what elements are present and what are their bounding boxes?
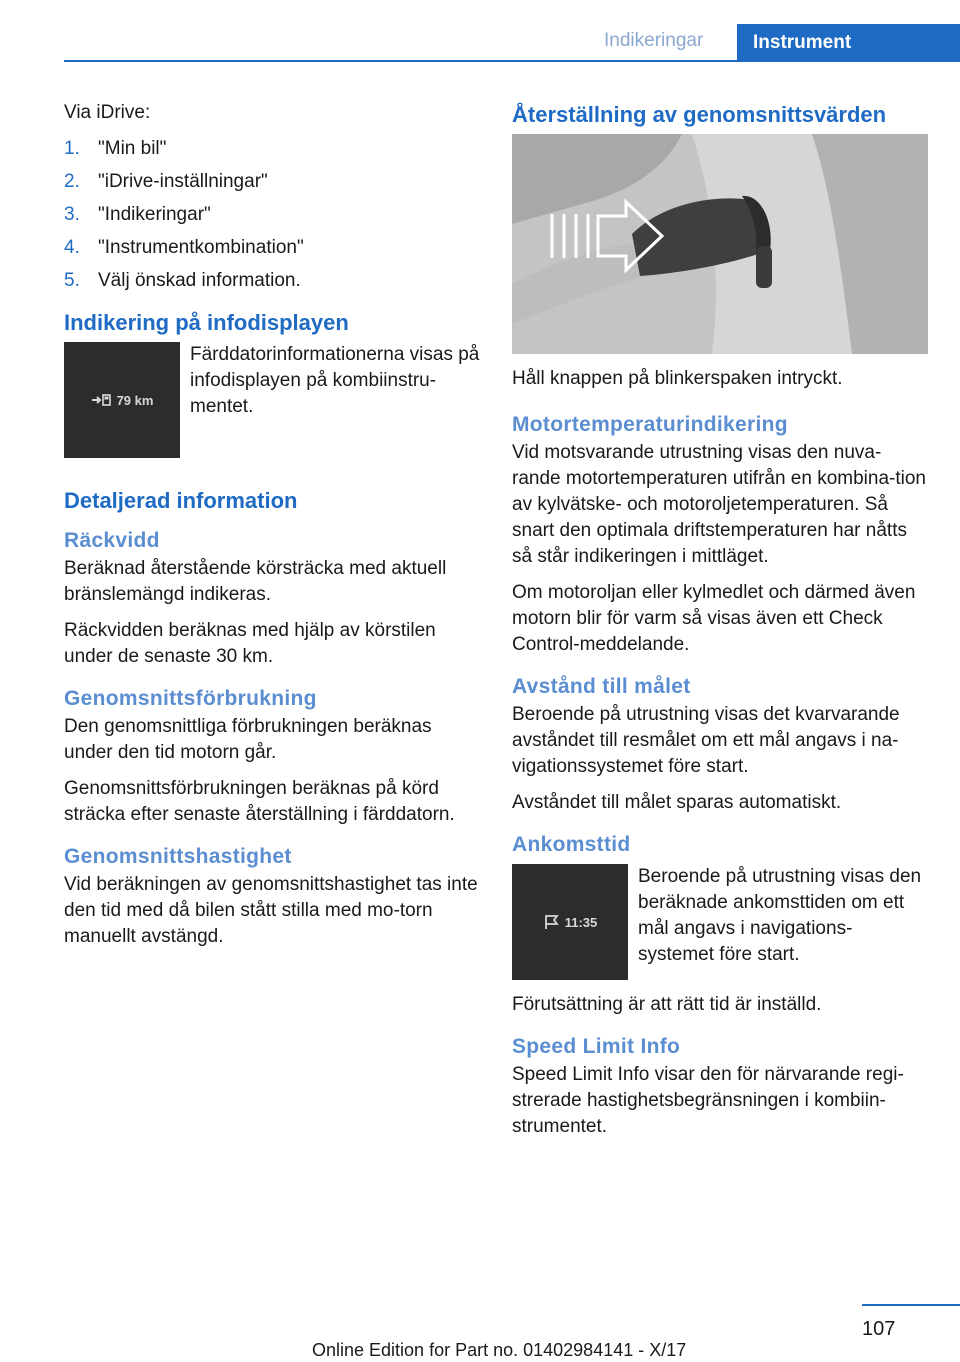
step-number: 3. bbox=[64, 204, 80, 225]
range-display-value: 79 km bbox=[116, 392, 154, 408]
step-item bbox=[64, 268, 480, 294]
heading-distance: Avstånd till målet bbox=[512, 675, 691, 698]
left-column bbox=[64, 100, 480, 960]
via-idrive-label: Via iDrive: bbox=[64, 102, 151, 123]
consumption-paragraph-1: Den genomsnittliga förbrukningen beräknas under den tid motorn går. bbox=[64, 716, 432, 763]
turn-signal-lever-photo bbox=[512, 134, 928, 354]
arrival-display-value: 11:35 bbox=[564, 914, 598, 930]
step-text: "Min bil" bbox=[98, 138, 167, 159]
infodisplay-block bbox=[64, 342, 480, 458]
heading-reset: Återställning av genomsnittsvärden bbox=[512, 102, 887, 127]
reset-paragraph: Håll knappen på blinkerspaken intryckt. bbox=[512, 368, 843, 389]
step-item bbox=[64, 169, 480, 195]
step-item bbox=[64, 235, 480, 261]
page-number: 107 bbox=[862, 1318, 896, 1340]
arrival-paragraph-2: Förutsättning är att rätt tid är inställd. bbox=[512, 994, 822, 1015]
consumption-paragraph-2: Genomsnittsförbrukningen beräknas på körd sträcka efter senaste återställning i färddatorn. bbox=[64, 778, 455, 825]
heading-speed-limit-info: Speed Limit Info bbox=[512, 1035, 681, 1058]
section-tab[interactable]: Indikeringar bbox=[604, 30, 704, 51]
heading-engine-temp: Motortemperaturindikering bbox=[512, 413, 788, 436]
step-number: 2. bbox=[64, 171, 80, 192]
arrival-text: Beroende på utrustning visas den beräknade ankomsttiden om ett mål angavs i navigations-systemet före start. bbox=[638, 866, 922, 965]
distance-paragraph-2: Avståndet till målet sparas automatiskt. bbox=[512, 792, 842, 813]
step-text: Välj önskad information. bbox=[98, 270, 301, 291]
step-number: 4. bbox=[64, 237, 80, 258]
step-text: "iDrive-inställningar" bbox=[98, 171, 268, 192]
range-paragraph-1: Beräknad återstående körsträcka med aktuell bränslemängd indikeras. bbox=[64, 558, 447, 605]
online-edition-label: Online Edition for Part no. 01402984141 - X/17 bbox=[312, 1340, 687, 1360]
engine-temp-paragraph-2: Om motoroljan eller kylmedlet och därmed även motorn blir för varm så visas även ett Check Control-meddelande. bbox=[512, 582, 916, 655]
heading-detail: Detaljerad information bbox=[64, 488, 298, 513]
step-text: "Instrumentkombination" bbox=[98, 237, 304, 258]
step-number: 5. bbox=[64, 270, 80, 291]
fuel-pump-icon bbox=[91, 393, 113, 407]
range-paragraph-2: Räckvidden beräknas med hjälp av körstilen under de senaste 30 km. bbox=[64, 620, 436, 667]
heading-infodisplay: Indikering på infodisplayen bbox=[64, 310, 349, 335]
footer-rule bbox=[862, 1304, 960, 1306]
range-display-image bbox=[64, 342, 180, 458]
infodisplay-text: Färddatorinformationerna visas på infodisplayen på kombiinstru-mentet. bbox=[190, 344, 480, 417]
header-rule bbox=[64, 60, 960, 62]
steps-list bbox=[64, 136, 480, 294]
speed-limit-info-paragraph: Speed Limit Info visar den för närvarande regi-strerade hastighetsbegränsningen i kombiin-strumentet. bbox=[512, 1064, 904, 1137]
avg-speed-paragraph: Vid beräkningen av genomsnittshastighet tas inte den tid med då bilen stått stilla med mo-torn manuellt avstängd. bbox=[64, 874, 478, 947]
distance-paragraph-1: Beroende på utrustning visas det kvarvarande avståndet till resmålet om ett mål angavs i na-vigationssystemet före start. bbox=[512, 704, 900, 777]
engine-temp-paragraph-1: Vid motsvarande utrustning visas den nuva-rande motortemperaturen utifrån en kombina-tion av kylvätske- och motoroljetemperaturen. Så snart den optimala driftstemperaturen har nåtts så står indikeringen i mittläget. bbox=[512, 442, 927, 567]
heading-consumption: Genomsnittsförbrukning bbox=[64, 687, 317, 710]
lever-illustration bbox=[512, 134, 928, 354]
page-header bbox=[0, 0, 960, 64]
arrival-block bbox=[512, 864, 928, 980]
heading-range: Räckvidd bbox=[64, 529, 160, 552]
step-item bbox=[64, 136, 480, 162]
right-column bbox=[512, 100, 928, 1150]
chapter-tab[interactable]: Instrument bbox=[737, 24, 960, 60]
heading-arrival: Ankomsttid bbox=[512, 833, 631, 856]
step-item bbox=[64, 202, 480, 228]
step-text: "Indikeringar" bbox=[98, 204, 211, 225]
destination-flag-icon bbox=[543, 914, 561, 930]
arrival-display-image bbox=[512, 864, 628, 980]
step-number: 1. bbox=[64, 138, 80, 159]
heading-avg-speed: Genomsnittshastighet bbox=[64, 845, 292, 868]
